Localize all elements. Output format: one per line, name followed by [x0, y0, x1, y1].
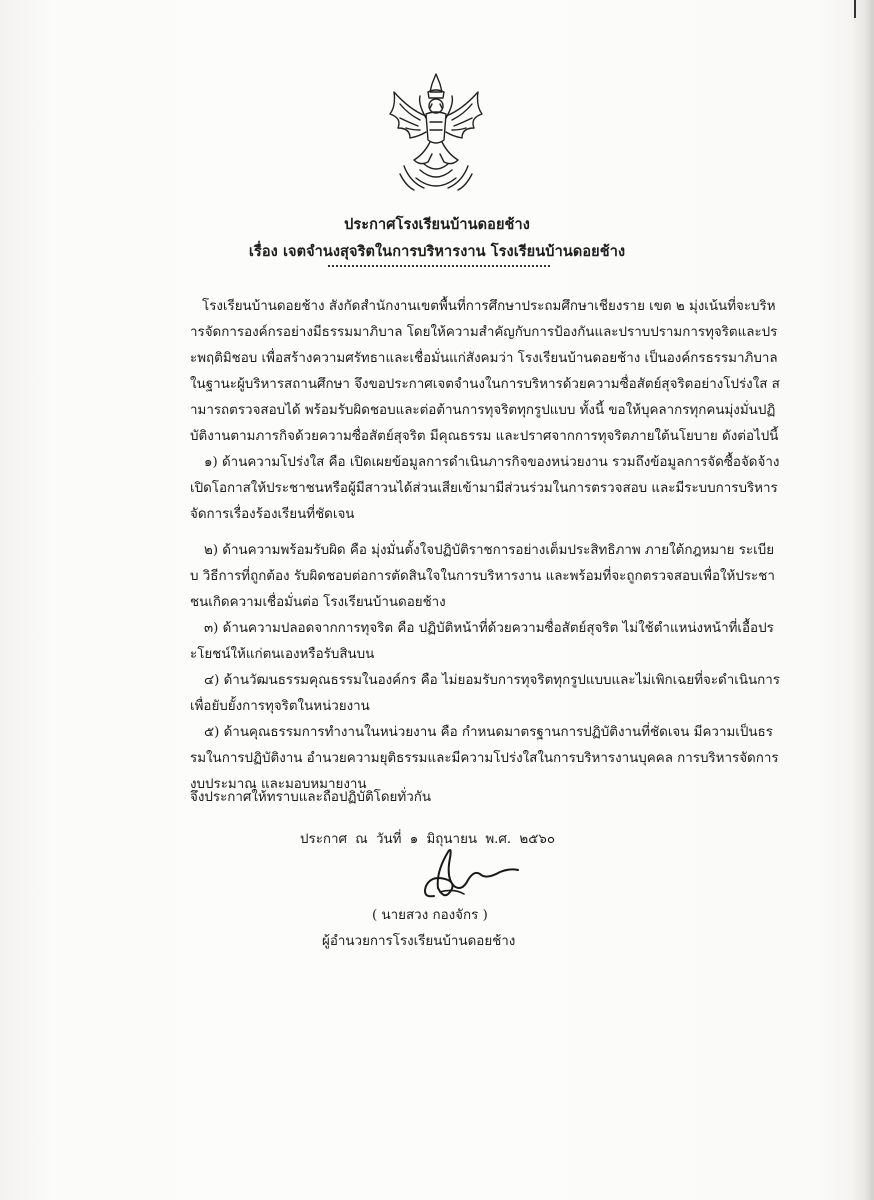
policy-item-3: ๓) ด้านความปลอดจากการทุจริต คือ ปฏิบัติหน้าที่ด้วยความซื่อสัตย์สุจริต ไม่ใช้ตำแหน่งหน้าที่เอื้อประโยชน์ให้แก่ตนเองหรือรับสินบน [190, 621, 774, 662]
announcement-title: ประกาศโรงเรียนบ้านดอยช้าง [344, 216, 530, 233]
page-edge-shadow [852, 0, 874, 1200]
policy-item-1: ๑) ด้านความโปร่งใส คือ เปิดเผยข้อมูลการดำเนินภารกิจของหน่วยงาน รวมถึงข้อมูลการจัดซื้อจัดจ้าง เปิดโอกาสให้ประชาชนหรือผู้มีสาวนได้ส่วนเสียเข้ามามีส่วนร่วมในการตรวจสอบ และมีระบบการบริหารจัดการเรื่องร้องเรียนที่ชัดเจน [190, 455, 780, 522]
garuda-emblem-icon [380, 70, 492, 198]
signer-title: ผู้อำนวยการโรงเรียนบ้านดอยช้าง [322, 934, 516, 949]
closing-statement: จึงประกาศให้ทราบและถือปฏิบัติโดยทั่วกัน [190, 790, 432, 805]
announcement-date: ประกาศ ณ วันที่ ๑ มิถุนายน พ.ศ. ๒๕๖๐ [300, 832, 556, 847]
dotted-divider [328, 265, 550, 267]
signer-name: ( นายสวง กองจักร ) [372, 908, 488, 923]
page-edge-mark [854, 0, 856, 18]
policy-item-2: ๒) ด้านความพร้อมรับผิด คือ มุ่งมั่นตั้งใจปฏิบัติราชการอย่างเต็มประสิทธิภาพ ภายใต้กฎหมาย ระเบียบ วิธีการที่ถูกต้อง รับผิดชอบต่อการตัดสินใจในการบริหารงาน และพร้อมที่จะถูกตรวจสอบเพื่อให้ประชาชนเกิดความเชื่อมั่นต่อ โรงเรียนบ้านดอยช้าง [190, 543, 775, 610]
intro-paragraph: โรงเรียนบ้านดอยช้าง สังกัดสำนักงานเขตพื้นที่การศึกษาประถมศึกษาเชียงราย เขต ๒ มุ่งเน้นที่จะบริหารจัดการองค์กรอย่างมีธรรมมาภิบาล โดยให้ความสำคัญกับการป้องกันและปราบปรามการทุจริตและประพฤติมิชอบ เพื่อสร้างความศรัทธาและเชื่อมั่นแก่สังคมว่า โรงเรียนบ้านดอยช้าง เป็นองค์กรธรรมาภิบาล ในฐานะผู้บริหารสถานศึกษา จึงขอประกาศเจตจำนงในการบริหารด้วยความซื่อสัตย์สุจริตอย่างโปร่งใส สามารถตรวจสอบได้ พร้อมรับผิดชอบและต่อต้านการทุจริตทุกรูปแบบ ทั้งนี้ ขอให้บุคลากรทุกคนมุ่งมั่นปฏิบัติงานตามภารกิจด้วยความซื่อสัตย์สุจริต มีคุณธรรม และปราศจากการทุจริตภายใต้นโยบาย ดังต่อไปนี้ [190, 299, 780, 444]
signature-icon [404, 842, 524, 908]
policy-item-5: ๕) ด้านคุณธรรมการทำงานในหน่วยงาน คือ กำหนดมาตรฐานการปฏิบัติงานที่ชัดเจน มีความเป็นธรรมในการปฏิบัติงาน อำนวยความยุติธรรมและมีความโปร่งใสในการบริหารงานบุคคล การบริหารจัดการงบประมาณ และมอบหมายงาน [190, 725, 779, 792]
policy-item-4: ๔) ด้านวัฒนธรรมคุณธรรมในองค์กร คือ ไม่ยอมรับการทุจริตทุกรูปแบบและไม่เพิกเฉยที่จะดำเนินการเพื่อยับยั้งการทุจริตในหน่วยงาน [190, 673, 780, 714]
announcement-subject: เรื่อง เจตจำนงสุจริตในการบริหารงาน โรงเรียนบ้านดอยช้าง [248, 243, 626, 260]
announcement-body [190, 294, 780, 798]
